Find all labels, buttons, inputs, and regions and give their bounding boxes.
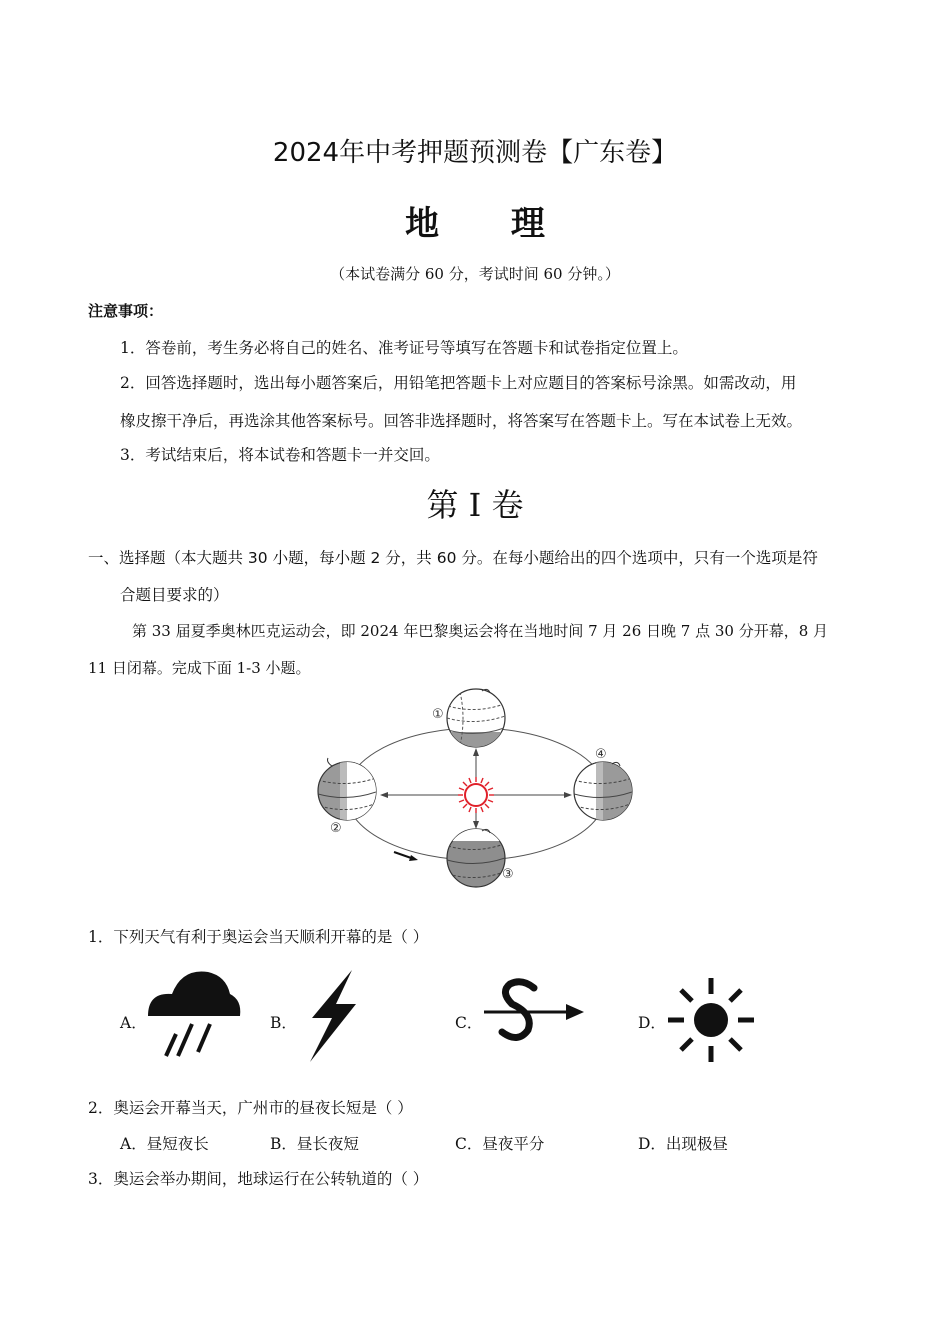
lightning-icon <box>298 968 358 1064</box>
page-title: 2024年中考押题预测卷【广东卷】 <box>272 138 678 168</box>
q2-option-d: D．出现极昼 <box>638 1135 728 1153</box>
notice-item-3: 3．考试结束后，将本试卷和答题卡一并交回。 <box>120 446 440 464</box>
section-heading-cont: 合题目要求的） <box>120 586 229 604</box>
question-3-stem: 3．奥运会举办期间，地球运行在公转轨道的（ ） <box>88 1170 429 1188</box>
label-1: ① <box>432 707 444 722</box>
q1-option-c-label: C． <box>455 1014 483 1032</box>
earth-position-3 <box>447 829 505 887</box>
earth-orbit-diagram <box>310 684 640 890</box>
sun-icon <box>666 976 756 1064</box>
sun-icon <box>458 777 494 813</box>
question-2-stem: 2．奥运会开幕当天，广州市的昼夜长短是（ ） <box>88 1099 413 1117</box>
earth-position-4 <box>574 762 633 822</box>
earth-position-2 <box>318 758 377 822</box>
wind-icon <box>482 976 586 1048</box>
notice-item-1: 1．答卷前，考生务必将自己的姓名、准考证号等填写在答题卡和试卷指定位置上。 <box>120 339 688 357</box>
q2-option-a: A．昼短夜长 <box>120 1135 209 1153</box>
exam-info: （本试卷满分 60 分，考试时间 60 分钟。） <box>330 265 620 283</box>
q2-option-c: C．昼夜平分 <box>455 1135 545 1153</box>
q1-option-d-label: D． <box>638 1014 666 1032</box>
volume-title: 第 I 卷 <box>426 486 524 524</box>
label-2: ② <box>330 821 342 836</box>
earth-position-1 <box>447 689 505 752</box>
q1-option-a-label: A． <box>120 1014 147 1032</box>
passage-line-1: 第 33 届夏季奥林匹克运动会，即 2024 年巴黎奥运会将在当地时间 7 月 26 日晚 7 点 30 分开幕，8 月 <box>132 622 829 640</box>
notice-item-2: 2．回答选择题时，选出每小题答案后，用铅笔把答题卡上对应题目的答案标号涂黑。如需改动，用 <box>120 374 797 392</box>
passage-line-2: 11 日闭幕。完成下面 1-3 小题。 <box>88 659 311 677</box>
rain-cloud-icon <box>146 966 242 1064</box>
q1-option-b-label: B． <box>270 1014 297 1032</box>
section-heading: 一、选择题（本大题共 30 小题，每小题 2 分，共 60 分。在每小题给出的四个选项中，只有一个选项是符 <box>88 549 818 567</box>
notice-item-2-cont: 橡皮擦干净后，再选涂其他答案标号。回答非选择题时，将答案写在答题卡上。写在本试卷上无效。 <box>120 412 803 430</box>
question-1-stem: 1．下列天气有利于奥运会当天顺利开幕的是（ ） <box>88 928 429 946</box>
q2-option-b: B．昼长夜短 <box>270 1135 359 1153</box>
subject-title: 地 理 <box>405 204 575 244</box>
notice-heading: 注意事项： <box>88 302 164 320</box>
label-4: ④ <box>595 747 607 762</box>
label-3: ③ <box>502 867 514 882</box>
